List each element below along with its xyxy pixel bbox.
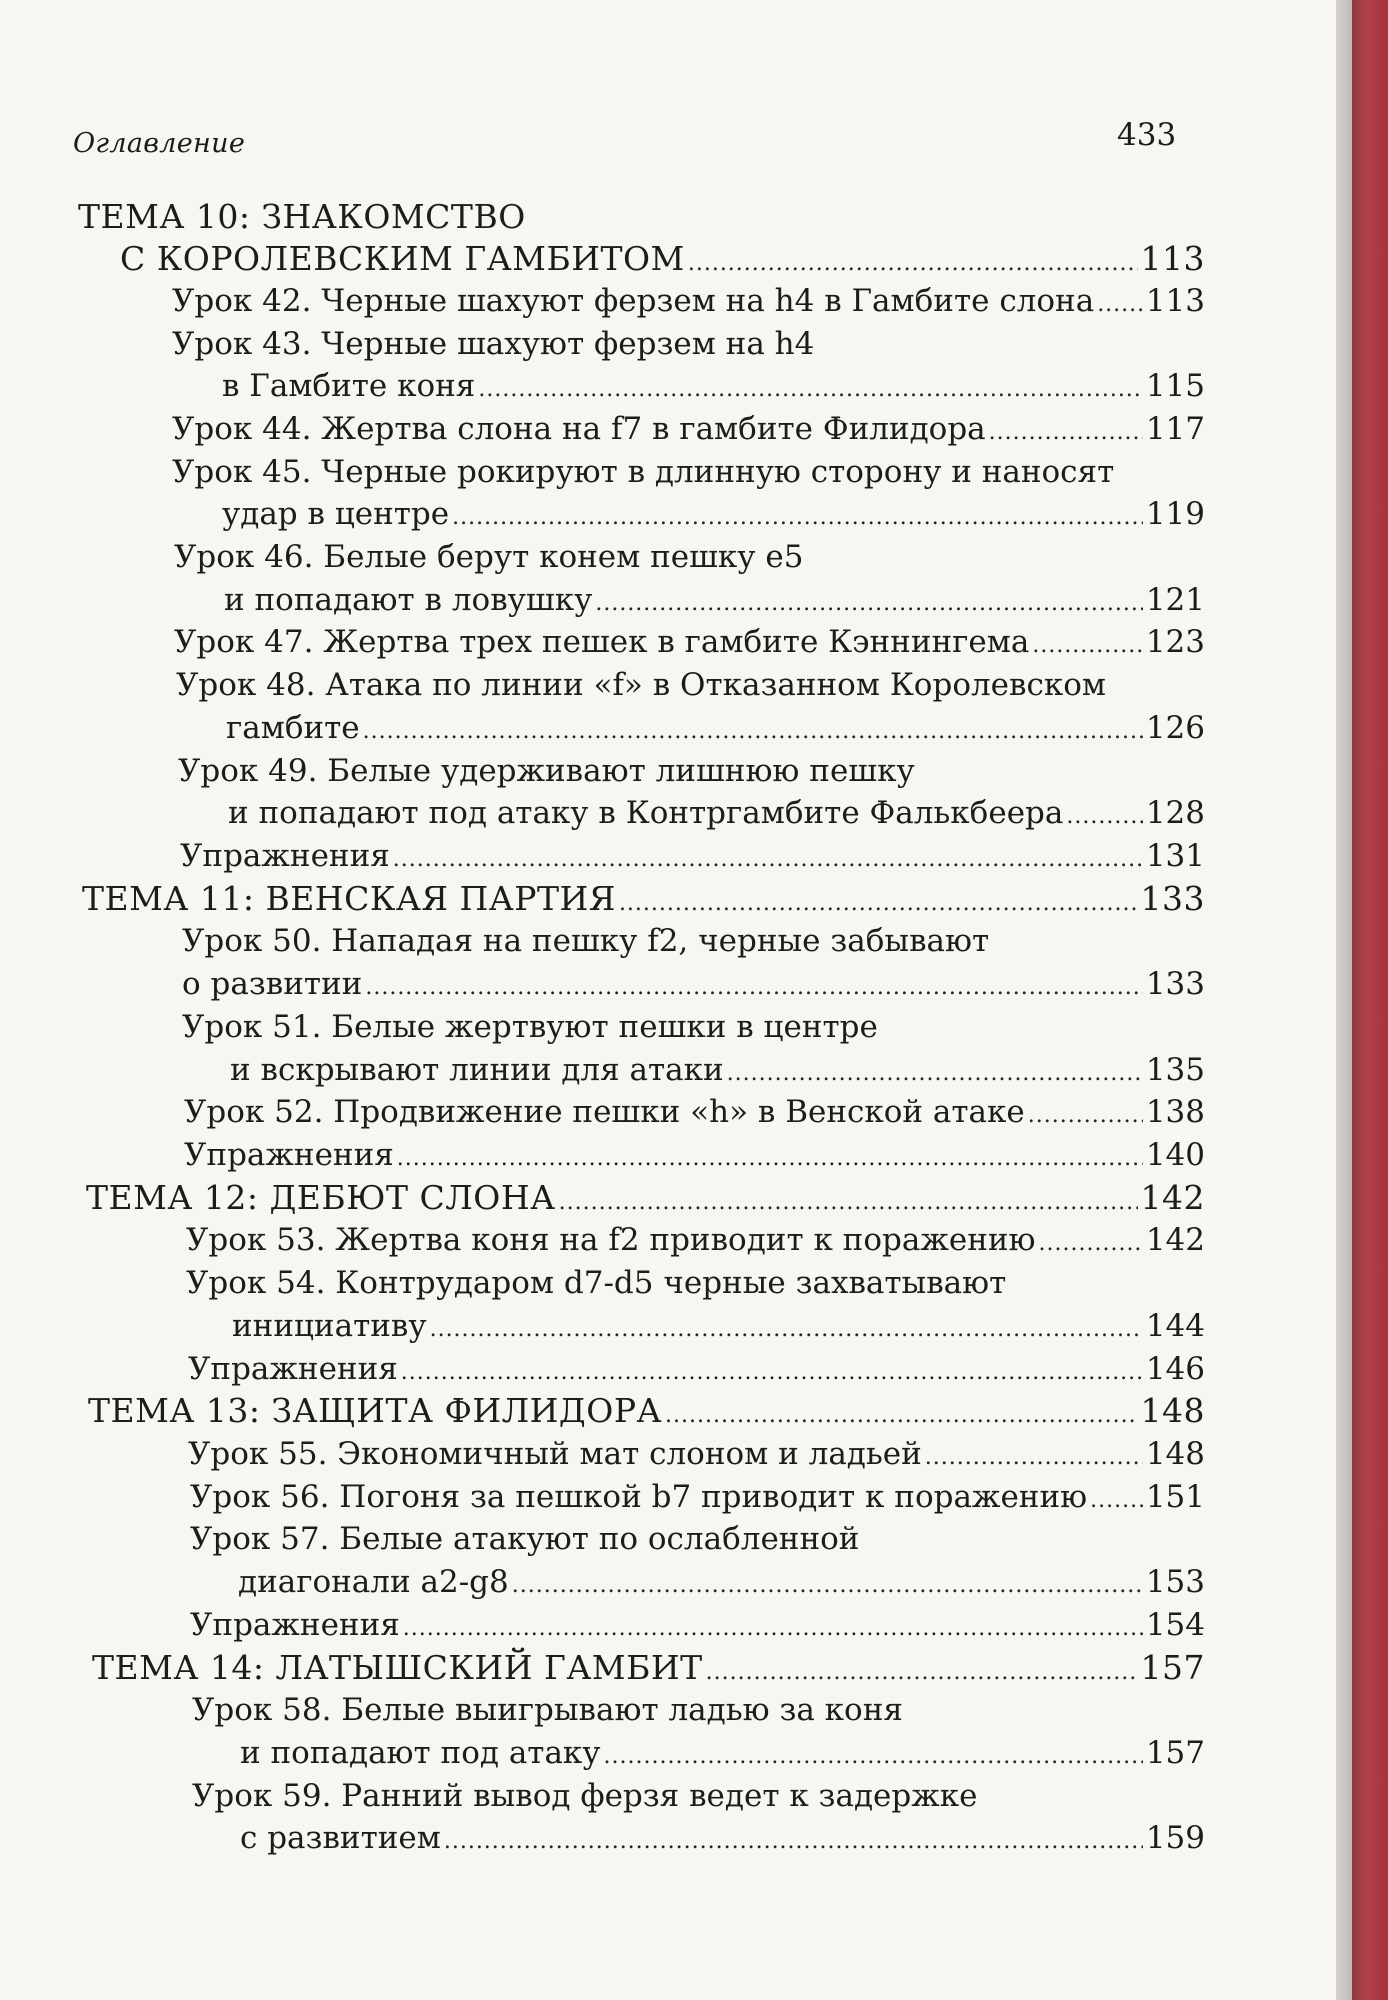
toc-entry-title: Урок 59. Ранний вывод ферзя ведет к задержке bbox=[192, 1778, 978, 1814]
dot-leader bbox=[478, 369, 1142, 411]
toc-lesson-entry bbox=[190, 1604, 1205, 1646]
dot-leader bbox=[925, 1437, 1143, 1479]
dot-leader bbox=[604, 1736, 1143, 1778]
dot-leader bbox=[1032, 625, 1142, 667]
toc-page-number: 142 bbox=[1140, 1178, 1205, 1217]
dot-leader bbox=[1028, 1095, 1143, 1137]
toc-entry-title: ТЕМА 10: ЗНАКОМСТВО bbox=[78, 197, 526, 236]
dot-leader bbox=[365, 967, 1142, 1009]
toc-entry-title: Урок 46. Белые берут конем пешку е5 bbox=[174, 539, 804, 575]
toc-lesson-entry bbox=[188, 1348, 1205, 1390]
dot-leader bbox=[444, 1821, 1143, 1863]
toc-lesson-entry bbox=[228, 792, 1205, 834]
toc-entry-title: Урок 44. Жертва слона на f7 в гамбите Филидора bbox=[172, 411, 986, 447]
toc-theme-entry bbox=[86, 1177, 1205, 1219]
toc-theme-entry bbox=[88, 1390, 1205, 1432]
toc-entry-title: Упражнения bbox=[180, 838, 390, 874]
toc-entry-title: Урок 48. Атака по линии «f» в Отказанном Королевском bbox=[176, 667, 1106, 703]
toc-page-number: 126 bbox=[1145, 710, 1205, 746]
dot-leader bbox=[688, 243, 1138, 285]
toc-page-number: 133 bbox=[1145, 966, 1205, 1002]
toc-lesson-entry bbox=[224, 579, 1205, 621]
toc-entry-title: Урок 42. Черные шахуют ферзем на h4 в Гамбите слона bbox=[172, 283, 1095, 319]
toc-page-number: 154 bbox=[1145, 1607, 1205, 1643]
dot-leader bbox=[393, 839, 1143, 881]
toc-lesson-entry bbox=[176, 664, 1106, 706]
dot-leader bbox=[397, 1138, 1143, 1180]
toc-lesson-entry bbox=[188, 1433, 1205, 1475]
toc-entry-title: С КОРОЛЕВСКИМ ГАМБИТОМ bbox=[120, 239, 685, 278]
toc-entry-title: гамбите bbox=[226, 710, 360, 746]
toc-theme-entry bbox=[78, 196, 526, 238]
dot-leader bbox=[619, 883, 1138, 925]
toc-page-number: 138 bbox=[1145, 1094, 1205, 1130]
toc-entry-title: Урок 47. Жертва трех пешек в гамбите Кэннингема bbox=[174, 624, 1030, 660]
toc-entry-title: удар в центре bbox=[222, 496, 450, 532]
toc-theme-entry bbox=[120, 238, 1205, 280]
dot-leader bbox=[727, 1053, 1143, 1095]
toc-lesson-entry bbox=[180, 835, 1205, 877]
toc-lesson-entry bbox=[172, 323, 814, 365]
toc-page-number: 119 bbox=[1145, 496, 1205, 532]
toc-entry-title: о развитии bbox=[182, 966, 363, 1002]
dot-leader bbox=[401, 1352, 1143, 1394]
toc-entry-title: Урок 56. Погоня за пешкой b7 приводит к поражению bbox=[190, 1479, 1088, 1515]
toc-entry-title: Урок 58. Белые выигрывают ладью за коня bbox=[192, 1692, 903, 1728]
dot-leader bbox=[559, 1182, 1138, 1224]
toc-page-number: 142 bbox=[1145, 1222, 1205, 1258]
toc-lesson-entry bbox=[182, 1006, 878, 1048]
toc-lesson-entry bbox=[226, 707, 1205, 749]
toc-entry-title: инициативу bbox=[232, 1308, 427, 1344]
toc-page-number: 159 bbox=[1145, 1820, 1205, 1856]
dot-leader bbox=[1066, 796, 1142, 838]
toc-page-number: 135 bbox=[1145, 1052, 1205, 1088]
toc-entry-title: и вскрывают линии для атаки bbox=[230, 1052, 724, 1088]
dot-leader bbox=[430, 1309, 1143, 1351]
toc-lesson-entry bbox=[240, 1732, 1205, 1774]
toc-page-number: 121 bbox=[1145, 582, 1205, 618]
toc-page-number: 151 bbox=[1145, 1479, 1205, 1515]
running-header-title: Оглавление bbox=[73, 128, 246, 159]
toc-entry-title: Урок 51. Белые жертвуют пешки в центре bbox=[182, 1009, 878, 1045]
dot-leader bbox=[665, 1395, 1137, 1437]
toc-lesson-entry bbox=[222, 493, 1205, 535]
toc-entry-title: Упражнения bbox=[184, 1137, 394, 1173]
dot-leader bbox=[1097, 284, 1143, 326]
toc-entry-title: Урок 55. Экономичный мат слоном и ладьей bbox=[188, 1436, 922, 1472]
toc-entry-title: ТЕМА 12: ДЕБЮТ СЛОНА bbox=[86, 1178, 556, 1217]
toc-entry-title: Урок 57. Белые атакуют по ослабленной bbox=[190, 1521, 860, 1557]
toc-page-number: 117 bbox=[1145, 411, 1205, 447]
toc-lesson-entry bbox=[222, 365, 1205, 407]
toc-page-number: 113 bbox=[1145, 283, 1205, 319]
toc-entry-title: Урок 54. Контрударом d7-d5 черные захватывают bbox=[186, 1265, 1007, 1301]
toc-lesson-entry bbox=[238, 1561, 1205, 1603]
toc-page-number: 148 bbox=[1145, 1436, 1205, 1472]
toc-lesson-entry bbox=[186, 1219, 1205, 1261]
toc-lesson-entry bbox=[184, 1091, 1205, 1133]
toc-entry-title: Урок 52. Продвижение пешки «h» в Венской атаке bbox=[184, 1094, 1025, 1130]
toc-lesson-entry bbox=[178, 750, 915, 792]
toc-entry-title: и попадают под атаку bbox=[240, 1735, 601, 1771]
toc-page-number: 153 bbox=[1145, 1564, 1205, 1600]
toc-entry-title: Урок 45. Черные рокируют в длинную сторону и наносят bbox=[172, 454, 1115, 490]
dot-leader bbox=[363, 711, 1143, 753]
toc-entry-title: ТЕМА 13: ЗАЩИТА ФИЛИДОРА bbox=[88, 1391, 663, 1430]
toc-page-number: 146 bbox=[1145, 1351, 1205, 1387]
toc-lesson-entry bbox=[230, 1049, 1205, 1091]
page-number: 433 bbox=[1117, 117, 1177, 153]
toc-entry-title: ТЕМА 14: ЛАТЫШСКИЙ ГАМБИТ bbox=[92, 1648, 703, 1687]
toc-page-number: 157 bbox=[1140, 1648, 1205, 1687]
dot-leader bbox=[452, 497, 1143, 539]
toc-lesson-entry bbox=[190, 1518, 859, 1560]
toc-page-number: 123 bbox=[1145, 624, 1205, 660]
toc-entry-title: в Гамбите коня bbox=[222, 368, 476, 404]
toc-entry-title: Урок 53. Жертва коня на f2 приводит к поражению bbox=[186, 1222, 1036, 1258]
toc-lesson-entry bbox=[172, 280, 1205, 322]
toc-entry-title: диагонали а2-g8 bbox=[238, 1564, 509, 1600]
toc-entry-title: Урок 49. Белые удерживают лишнюю пешку bbox=[178, 753, 915, 789]
toc-entry-title: с развитием bbox=[240, 1820, 441, 1856]
toc-entry-title: Урок 43. Черные шахуют ферзем на h4 bbox=[172, 326, 815, 362]
toc-entry-title: Урок 50. Нападая на пешку f2, черные забывают bbox=[182, 923, 990, 959]
toc-theme-entry bbox=[82, 878, 1205, 920]
toc-lesson-entry bbox=[192, 1775, 977, 1817]
toc-page-number: 128 bbox=[1145, 795, 1205, 831]
dot-leader bbox=[595, 583, 1142, 625]
toc-entry-title: Упражнения bbox=[190, 1607, 400, 1643]
toc-page-number: 131 bbox=[1145, 838, 1205, 874]
toc-lesson-entry bbox=[190, 1476, 1205, 1518]
toc-lesson-entry bbox=[184, 1134, 1205, 1176]
toc-lesson-entry bbox=[232, 1305, 1205, 1347]
dot-leader bbox=[706, 1652, 1138, 1694]
toc-page-number: 133 bbox=[1140, 879, 1205, 918]
toc-lesson-entry bbox=[182, 920, 989, 962]
toc-page-number: 140 bbox=[1145, 1137, 1205, 1173]
dot-leader bbox=[1039, 1223, 1143, 1265]
dot-leader bbox=[989, 412, 1143, 454]
toc-lesson-entry bbox=[186, 1262, 1006, 1304]
toc-page-number: 113 bbox=[1140, 239, 1205, 278]
dot-leader bbox=[512, 1565, 1143, 1607]
toc-lesson-entry bbox=[192, 1689, 903, 1731]
dot-leader bbox=[403, 1608, 1143, 1650]
toc-lesson-entry bbox=[182, 963, 1205, 1005]
toc-page-number: 157 bbox=[1145, 1735, 1205, 1771]
toc-entry-title: и попадают в ловушку bbox=[224, 582, 593, 618]
toc-lesson-entry bbox=[174, 621, 1205, 663]
toc-page-number: 144 bbox=[1145, 1308, 1205, 1344]
toc-lesson-entry bbox=[174, 536, 803, 578]
toc-entry-title: и попадают под атаку в Контргамбите Фалькбеера bbox=[228, 795, 1064, 831]
toc-page-number: 115 bbox=[1145, 368, 1205, 404]
toc-lesson-entry bbox=[172, 408, 1205, 450]
toc-entry-title: ТЕМА 11: ВЕНСКАЯ ПАРТИЯ bbox=[82, 879, 616, 918]
toc-entry-title: Упражнения bbox=[188, 1351, 398, 1387]
toc-page-number: 148 bbox=[1140, 1391, 1205, 1430]
toc-lesson-entry bbox=[172, 451, 1114, 493]
toc-lesson-entry bbox=[240, 1817, 1205, 1859]
toc-theme-entry bbox=[92, 1647, 1205, 1689]
dot-leader bbox=[1090, 1480, 1143, 1522]
